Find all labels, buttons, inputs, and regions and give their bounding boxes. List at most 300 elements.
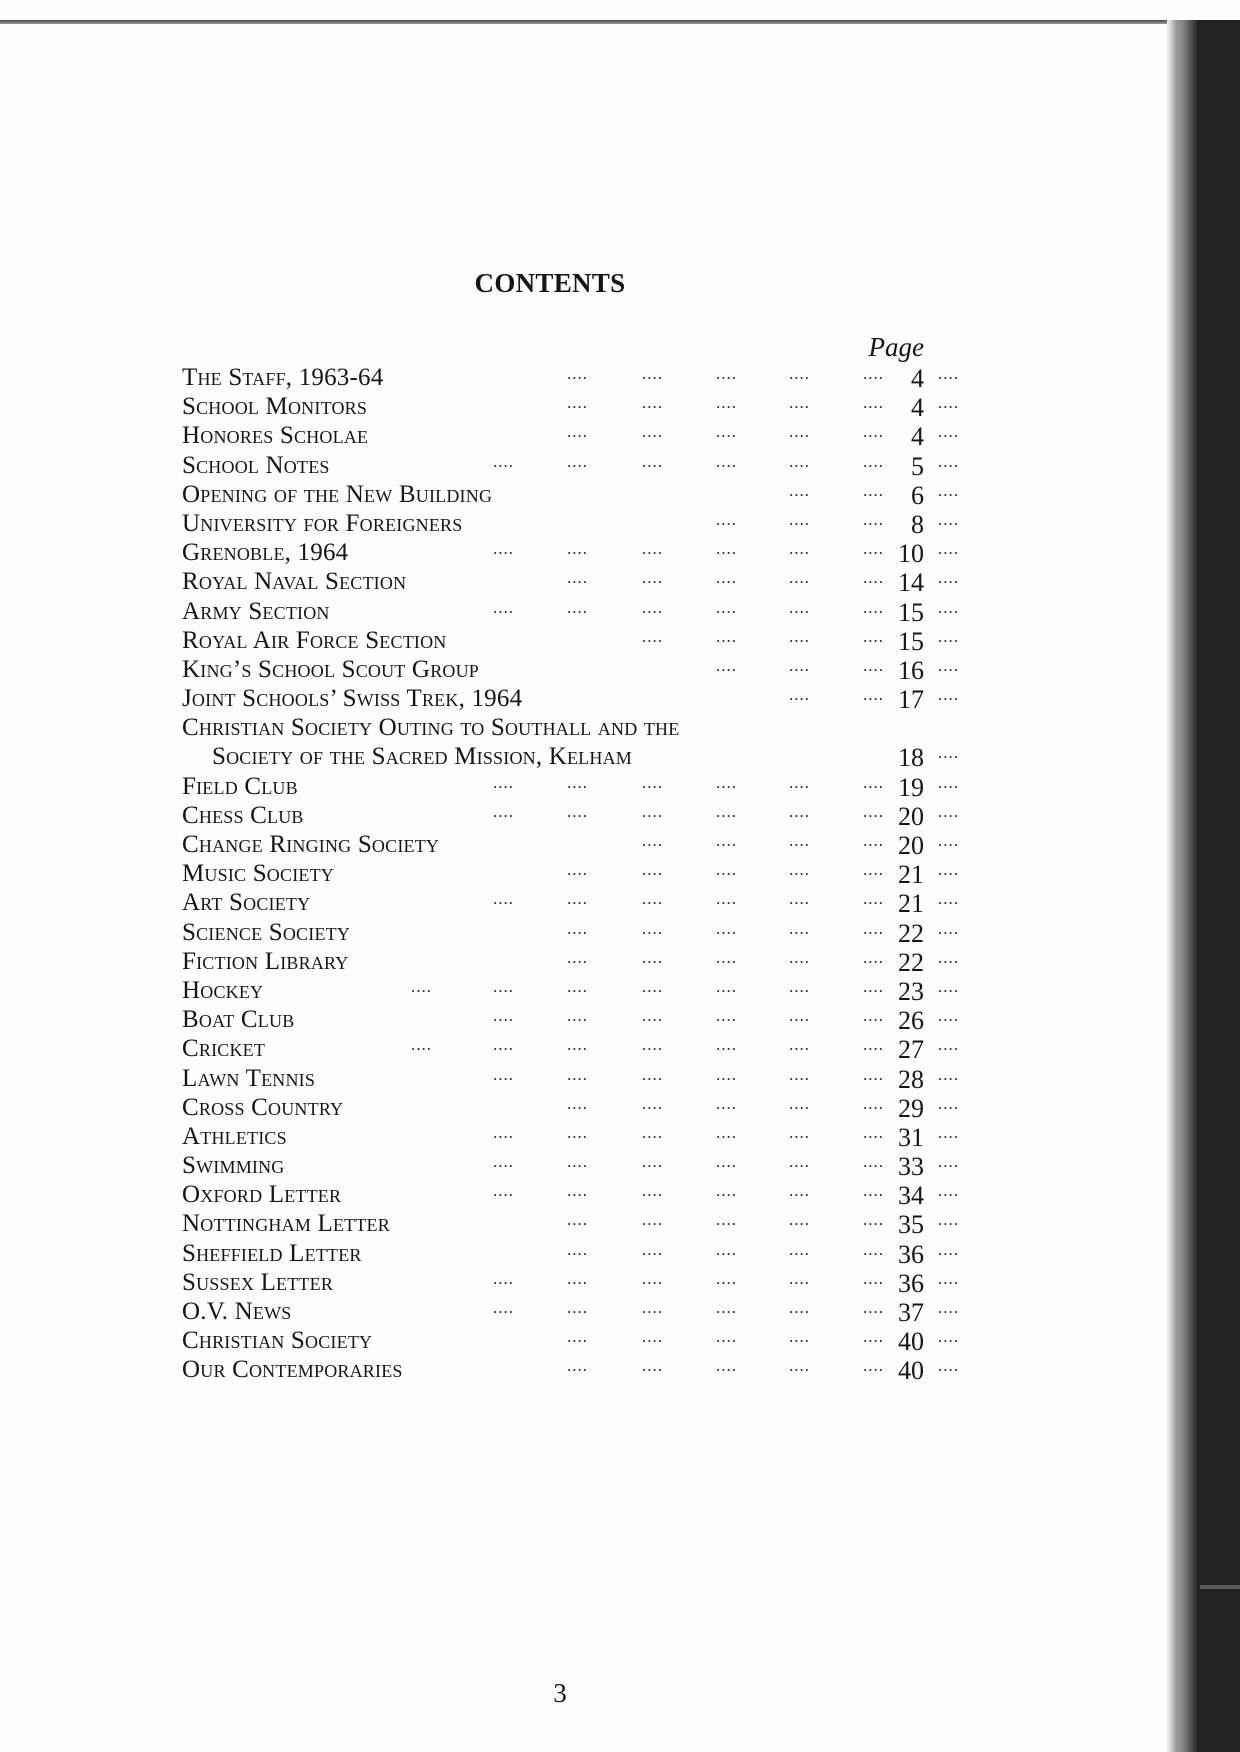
toc-entry-page: 35 [898,1210,924,1240]
leader-dots: .... [716,626,737,646]
leader-dots: .... [789,889,810,909]
toc-entry-page: 4 [911,422,924,452]
toc-entry [182,801,959,831]
leader-dots: .... [716,1356,737,1376]
leader-dots: .... [567,1239,588,1259]
leader-dots: .... [642,889,663,909]
leader-dots: .... [863,947,884,967]
leader-dots: .... [863,1239,884,1259]
leader-dots: .... [789,1181,810,1201]
leader-dots: .... [789,772,810,792]
book-spine-shadow [1197,20,1240,1752]
leader-dots: .... [642,393,663,413]
leader-dots: .... [642,1006,663,1026]
toc-entry-page: 27 [898,1035,924,1065]
toc-entry [182,1239,959,1269]
leader-dots: .... [863,889,884,909]
leader-dots: .... [642,451,663,471]
leader-dots: .... [716,1298,737,1317]
toc-entry-title: Cross Country [182,1093,344,1121]
leader-dots: .... [863,568,884,588]
leader-dots: .... [493,976,514,996]
leader-dots: .... [642,422,663,442]
toc-entry [182,363,959,393]
leader-dots: .... [938,1298,959,1317]
toc-entry-title: Fiction Library [182,947,349,975]
toc-entry-page: 17 [898,685,924,715]
leader-dots: .... [567,772,588,792]
leader-dots: .... [789,480,810,500]
leader-dots: .... [789,597,810,617]
toc-entry-title: O.V. News [182,1298,292,1325]
toc-entry-title: Grenoble, 1964 [182,539,349,567]
leader-dots: .... [863,685,884,705]
leader-dots: .... [863,1122,884,1142]
leader-dots: .... [642,597,663,617]
leader-dots: .... [716,1006,737,1026]
leader-dots: .... [642,1268,663,1288]
toc-entry [182,597,959,627]
toc-entry-title: Opening of the New Building [182,480,493,508]
toc-entry-page: 21 [898,889,924,919]
leader-dots: .... [938,1181,959,1201]
leader-dots: .... [642,831,663,850]
leader-dots: .... [938,772,959,792]
leader-dots: .... [863,1064,884,1084]
leader-dots: .... [789,1239,810,1259]
leader-dots: .... [567,451,588,471]
leader-dots: .... [863,801,884,821]
leader-dots: .... [938,889,959,909]
leader-dots: .... [863,1006,884,1026]
spine-notch [1200,1585,1240,1589]
toc-entry [182,1268,959,1298]
toc-entry-page: 31 [898,1122,924,1152]
leader-dots: .... [493,1181,514,1201]
toc-entry [182,830,959,860]
leader-dots: .... [863,1181,884,1201]
leader-dots: .... [716,1035,737,1055]
leader-dots: .... [716,1152,737,1172]
leader-dots: .... [493,1298,514,1317]
leader-dots: .... [789,801,810,821]
leader-dots: .... [716,1093,737,1113]
leader-dots: .... [938,655,959,675]
leader-dots: .... [938,801,959,821]
leader-dots: .... [863,1152,884,1172]
leader-dots: .... [716,364,737,383]
toc-entry [182,772,959,802]
leader-dots: .... [789,1356,810,1376]
leader-dots: .... [642,1181,663,1201]
toc-entry-page: 22 [898,918,924,948]
leader-dots: .... [716,801,737,821]
toc-entry [182,451,959,481]
leader-dots: .... [716,568,737,588]
page-gutter-shadow [1167,20,1177,1752]
leader-dots: .... [938,1268,959,1288]
toc-entry-title: Sussex Letter [182,1268,334,1296]
toc-entry [182,480,959,510]
leader-dots: .... [789,1268,810,1288]
leader-dots: .... [789,918,810,938]
leader-dots: .... [716,976,737,996]
toc-entry-title: The Staff, 1963-64 [182,364,384,391]
toc-entry [182,888,959,919]
toc-entry-page: 40 [898,1356,924,1386]
leader-dots: .... [716,1122,737,1142]
toc-entry [182,742,959,773]
leader-dots: .... [716,1327,737,1347]
leader-dots: .... [716,1268,737,1288]
leader-dots: .... [567,1152,588,1172]
toc-entry [182,1326,959,1357]
leader-dots: .... [789,1064,810,1084]
toc-entry-title: King’s School Scout Group [182,655,480,683]
leader-dots: .... [863,918,884,938]
toc-entry-page: 20 [898,831,924,860]
toc-entry [182,567,959,598]
toc-entry-page: 36 [898,1268,924,1298]
toc-entry-page: 5 [911,451,924,481]
leader-dots: .... [567,801,588,821]
toc-entry-title: Christian Society Outing to Southall and the [182,714,680,742]
leader-dots: .... [567,1093,588,1113]
leader-dots: .... [938,860,959,880]
leader-dots: .... [716,889,737,909]
toc-entry-title: Oxford Letter [182,1181,342,1209]
leader-dots: .... [938,1152,959,1172]
toc-entry [182,1034,959,1065]
leader-dots: .... [716,1064,737,1084]
toc-entry [182,684,959,715]
leader-dots: .... [567,1006,588,1026]
leader-dots: .... [863,1268,884,1288]
toc-entry [182,859,959,890]
toc-entry [182,947,959,977]
leader-dots: .... [642,1356,663,1376]
leader-dots: .... [789,539,810,559]
leader-dots: .... [642,1035,663,1055]
leader-dots: .... [642,801,663,821]
leader-dots: .... [863,655,884,675]
leader-dots: .... [493,539,514,559]
toc-entry-page: 36 [898,1239,924,1269]
leader-dots: .... [938,539,959,559]
leader-dots: .... [938,743,959,763]
leader-dots: .... [863,626,884,646]
leader-dots: .... [642,772,663,792]
leader-dots: .... [716,860,737,880]
toc-entry [182,392,959,423]
leader-dots: .... [567,393,588,413]
toc-entry-page: 6 [911,480,924,510]
leader-dots: .... [938,1006,959,1026]
scan-top-edge [0,20,1185,24]
toc-entry-title: Honores Scholae [182,422,369,450]
leader-dots: .... [863,1298,884,1317]
leader-dots: .... [716,539,737,559]
toc-entry [182,1005,959,1036]
contents-title: CONTENTS [474,268,626,298]
toc-entry-page: 4 [911,364,924,393]
toc-entry-title: Swimming [182,1152,285,1180]
toc-entry-title: Hockey [182,976,264,1004]
toc-entry-page: 21 [898,860,924,890]
toc-entry [182,1209,959,1240]
toc-entry-title: Cricket [182,1035,266,1063]
book-spine [1177,20,1197,1752]
leader-dots: .... [716,655,737,675]
leader-dots: .... [938,1064,959,1084]
toc-entry-page: 15 [898,626,924,656]
leader-dots: .... [493,801,514,821]
leader-dots: .... [938,976,959,996]
leader-dots: .... [789,1152,810,1172]
leader-dots: .... [863,1093,884,1113]
leader-dots: .... [642,1239,663,1259]
leader-dots: .... [938,918,959,938]
toc-entry-title: School Notes [182,451,330,479]
toc-entry-title: Royal Air Force Section [182,626,447,654]
toc-entry [182,1297,959,1327]
leader-dots: .... [642,918,663,938]
leader-dots: .... [642,1152,663,1172]
toc-entry-page: 29 [898,1093,924,1123]
toc-entry [182,918,959,948]
leader-dots: .... [642,1064,663,1084]
leader-dots: .... [789,976,810,996]
leader-dots: .... [938,1327,959,1347]
leader-dots: .... [716,772,737,792]
toc-entry-page: 16 [898,655,924,685]
toc-entry-title: Athletics [182,1122,287,1150]
leader-dots: .... [789,947,810,967]
toc-entry [182,976,959,1006]
leader-dots: .... [789,1327,810,1347]
leader-dots: .... [716,451,737,471]
toc-entry-page: 33 [898,1152,924,1182]
toc-entry-title: Our Contemporaries [182,1356,403,1384]
toc-entry-title: Christian Society [182,1327,373,1355]
leader-dots: .... [493,1122,514,1142]
leader-dots: .... [493,1035,514,1055]
leader-dots: .... [938,831,959,850]
leader-dots: .... [716,597,737,617]
toc-entry-title: Joint Schools’ Swiss Trek, 1964 [182,685,523,713]
toc-entry-page: 28 [898,1064,924,1094]
leader-dots: .... [567,1181,588,1201]
leader-dots: .... [567,1327,588,1347]
leader-dots: .... [863,1356,884,1376]
toc-entry-page: 20 [898,801,924,831]
leader-dots: .... [789,1122,810,1142]
leader-dots: .... [863,393,884,413]
leader-dots: .... [789,626,810,646]
leader-dots: .... [863,539,884,559]
page-number: 3 [553,1678,567,1708]
leader-dots: .... [938,451,959,471]
leader-dots: .... [938,626,959,646]
leader-dots: .... [642,1122,663,1142]
leader-dots: .... [938,1122,959,1142]
leader-dots: .... [567,976,588,996]
leader-dots: .... [938,422,959,442]
leader-dots: .... [493,1268,514,1288]
leader-dots: .... [493,451,514,471]
leader-dots: .... [716,422,737,442]
leader-dots: .... [567,918,588,938]
leader-dots: .... [567,568,588,588]
leader-dots: .... [567,1268,588,1288]
leader-dots: .... [789,364,810,383]
leader-dots: .... [863,480,884,500]
leader-dots: .... [642,626,663,646]
leader-dots: .... [938,1035,959,1055]
page-column-heading: Page [868,332,924,362]
leader-dots: .... [789,1210,810,1230]
leader-dots: .... [567,1356,588,1376]
leader-dots: .... [789,451,810,471]
leader-dots: .... [493,597,514,617]
toc-entry-title: Army Section [182,597,330,625]
leader-dots: .... [411,1035,432,1055]
leader-dots: .... [493,772,514,792]
leader-dots: .... [716,918,737,938]
leader-dots: .... [567,422,588,442]
leader-dots: .... [642,1093,663,1113]
leader-dots: .... [493,1064,514,1084]
leader-dots: .... [789,1035,810,1055]
toc-entry [182,1355,959,1386]
leader-dots: .... [567,1035,588,1055]
leader-dots: .... [789,568,810,588]
leader-dots: .... [863,597,884,617]
toc-entry-page: 15 [898,597,924,627]
leader-dots: .... [863,422,884,442]
leader-dots: .... [938,509,959,529]
leader-dots: .... [642,976,663,996]
leader-dots: .... [863,1327,884,1347]
toc-entry-title: Lawn Tennis [182,1064,316,1092]
toc-entry-title: Royal Naval Section [182,568,407,596]
toc-entry-page: 10 [898,539,924,569]
leader-dots: .... [863,976,884,996]
toc-entry [182,626,959,656]
leader-dots: .... [863,772,884,792]
leader-dots: .... [567,539,588,559]
leader-dots: .... [938,947,959,967]
leader-dots: .... [863,1035,884,1055]
leader-dots: .... [642,947,663,967]
toc-entry-page: 18 [898,743,924,773]
leader-dots: .... [789,422,810,442]
leader-dots: .... [716,947,737,967]
leader-dots: .... [789,393,810,413]
table-of-contents [182,363,959,1386]
leader-dots: .... [567,364,588,383]
leader-dots: .... [938,685,959,705]
leader-dots: .... [642,1327,663,1347]
leader-dots: .... [938,1210,959,1230]
toc-entry-title: Change Ringing Society [182,831,440,858]
leader-dots: .... [642,1298,663,1317]
leader-dots: .... [567,1064,588,1084]
leader-dots: .... [938,1356,959,1376]
toc-entry-page: 26 [898,1006,924,1036]
leader-dots: .... [938,393,959,413]
leader-dots: .... [642,364,663,383]
leader-dots: .... [642,568,663,588]
toc-entry-title: Nottingham Letter [182,1210,390,1238]
toc-entry-title: University for Foreigners [182,509,463,537]
leader-dots: .... [863,831,884,850]
leader-dots: .... [642,539,663,559]
toc-entry-title: Field Club [182,772,298,800]
leader-dots: .... [789,860,810,880]
toc-entry [182,509,959,539]
toc-entry-page: 14 [898,568,924,598]
toc-entry [182,1151,959,1182]
leader-dots: .... [789,831,810,850]
leader-dots: .... [863,860,884,880]
leader-dots: .... [789,509,810,529]
leader-dots: .... [938,1093,959,1113]
leader-dots: .... [716,393,737,413]
leader-dots: .... [938,480,959,500]
leader-dots: .... [716,1239,737,1259]
leader-dots: .... [567,889,588,909]
leader-dots: .... [493,1152,514,1172]
toc-entry-title: Music Society [182,860,334,888]
toc-entry-page: 23 [898,976,924,1006]
leader-dots: .... [716,831,737,850]
leader-dots: .... [938,597,959,617]
leader-dots: .... [493,889,514,909]
toc-entry [182,713,924,742]
leader-dots: .... [567,947,588,967]
toc-entry-page: 37 [898,1298,924,1327]
leader-dots: .... [863,1210,884,1230]
toc-entry-page: 19 [898,772,924,802]
leader-dots: .... [716,1210,737,1230]
leader-dots: .... [938,364,959,383]
leader-dots: .... [567,1298,588,1317]
toc-entry [182,421,959,452]
leader-dots: .... [567,597,588,617]
leader-dots: .... [642,1210,663,1230]
toc-entry-title: Science Society [182,918,351,946]
toc-entry [182,655,959,685]
leader-dots: .... [863,364,884,383]
toc-entry-page: 4 [911,393,924,423]
toc-entry-page: 34 [898,1181,924,1211]
leader-dots: .... [716,509,737,529]
leader-dots: .... [863,509,884,529]
toc-entry-title: Society of the Sacred Mission, Kelham [212,743,632,771]
leader-dots: .... [789,1093,810,1113]
leader-dots: .... [567,1122,588,1142]
toc-entry-page: 8 [911,509,924,539]
toc-entry [182,538,959,569]
leader-dots: .... [789,685,810,705]
leader-dots: .... [411,976,432,996]
toc-entry [182,1064,959,1094]
toc-entry-page: 22 [898,947,924,977]
leader-dots: .... [789,1006,810,1026]
leader-dots: .... [642,860,663,880]
toc-entry [182,1180,959,1211]
